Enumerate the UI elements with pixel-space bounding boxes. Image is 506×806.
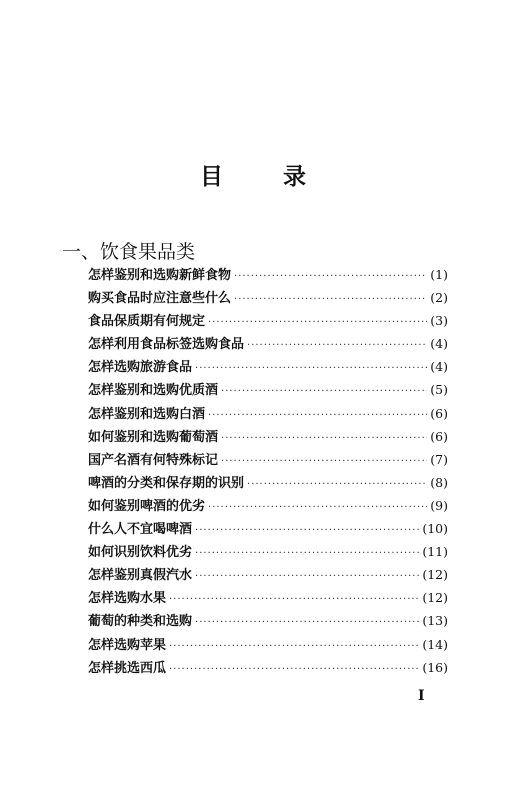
toc-entry-page: (16) [422, 659, 448, 675]
toc-entry-title: 国产名酒有何特殊标记 [88, 452, 219, 468]
dot-leader [195, 525, 419, 536]
toc-entry[interactable] [88, 287, 448, 310]
toc-entry[interactable] [88, 495, 448, 518]
toc-entry-title: 怎样鉴别和选购白酒 [88, 406, 206, 422]
dot-leader [221, 456, 427, 467]
dot-leader [195, 363, 427, 374]
toc-entry-page: (4) [430, 359, 448, 375]
toc-entry-page: (14) [422, 636, 448, 652]
toc-entry-title: 什么人不宜喝啤酒 [88, 522, 193, 538]
toc-entry[interactable] [88, 403, 448, 426]
section-heading: 一、饮食果品类 [62, 241, 196, 263]
dot-leader [234, 294, 427, 305]
toc-entry[interactable] [88, 310, 448, 333]
toc-entry-page: (2) [430, 290, 448, 306]
toc-entry[interactable] [88, 587, 448, 610]
dot-leader [247, 479, 427, 490]
toc-entry-title: 怎样选购旅游食品 [88, 360, 193, 376]
dot-leader [169, 664, 419, 675]
dot-leader [221, 386, 427, 397]
toc-entry-page: (9) [430, 497, 448, 513]
toc-entry[interactable] [88, 657, 448, 680]
toc-entry-title: 食品保质期有何规定 [88, 314, 206, 330]
toc-entry[interactable] [88, 333, 448, 356]
toc-entry-page: (8) [430, 474, 448, 490]
page-title: 目 录 [199, 163, 332, 190]
toc-list [88, 264, 448, 680]
toc-entry-page: (1) [430, 267, 448, 282]
toc-entry[interactable] [88, 426, 448, 449]
dot-leader [208, 502, 427, 513]
toc-entry-page: (5) [430, 382, 448, 398]
toc-entry[interactable] [88, 472, 448, 495]
toc-entry-title: 如何鉴别和选购葡萄酒 [88, 429, 219, 445]
dot-leader [195, 571, 419, 582]
toc-entry-page: (10) [422, 521, 448, 537]
toc-entry-title: 购买食品时应注意些什么 [88, 291, 232, 307]
toc-entry-title: 如何鉴别啤酒的优劣 [88, 498, 206, 514]
dot-leader [208, 317, 427, 328]
dot-leader [221, 433, 427, 444]
toc-entry[interactable] [88, 541, 448, 564]
toc-entry[interactable] [88, 356, 448, 379]
toc-entry-title: 怎样选购苹果 [88, 637, 167, 653]
toc-entry-title: 怎样利用食品标签选购食品 [88, 337, 245, 353]
toc-entry-title: 怎样鉴别和选购优质酒 [88, 383, 219, 399]
dot-leader [247, 340, 427, 351]
toc-entry-title: 怎样鉴别和选购新鲜食物 [88, 268, 232, 283]
toc-entry-title: 怎样挑选西瓜 [88, 660, 167, 676]
toc-entry-page: (13) [422, 613, 448, 629]
toc-entry-title: 如何识别饮料优劣 [88, 545, 193, 561]
dot-leader [195, 548, 419, 559]
dot-leader [169, 641, 419, 652]
toc-entry-title: 怎样选购水果 [88, 591, 167, 607]
toc-entry-title: 葡萄的种类和选购 [88, 614, 193, 630]
dot-leader [169, 594, 419, 605]
toc-entry-title: 怎样鉴别真假汽水 [88, 568, 193, 584]
toc-entry-page: (6) [430, 428, 448, 444]
toc-entry-page: (12) [422, 590, 448, 606]
dot-leader [195, 617, 419, 628]
toc-entry[interactable] [88, 610, 448, 633]
toc-entry-page: (6) [430, 405, 448, 421]
page-number: I [418, 688, 425, 704]
toc-entry[interactable] [88, 264, 448, 287]
toc-entry-page: (3) [430, 313, 448, 329]
toc-entry-title: 啤酒的分类和保存期的识别 [88, 475, 245, 491]
toc-entry-page: (12) [422, 567, 448, 583]
toc-entry-page: (4) [430, 336, 448, 352]
toc-entry[interactable] [88, 449, 448, 472]
toc-entry[interactable] [88, 634, 448, 657]
toc-entry[interactable] [88, 564, 448, 587]
dot-leader [208, 410, 427, 421]
dot-leader [234, 271, 427, 282]
toc-entry-page: (11) [422, 544, 448, 560]
toc-entry-page: (7) [430, 451, 448, 467]
toc-entry[interactable] [88, 518, 448, 541]
toc-entry[interactable] [88, 379, 448, 402]
